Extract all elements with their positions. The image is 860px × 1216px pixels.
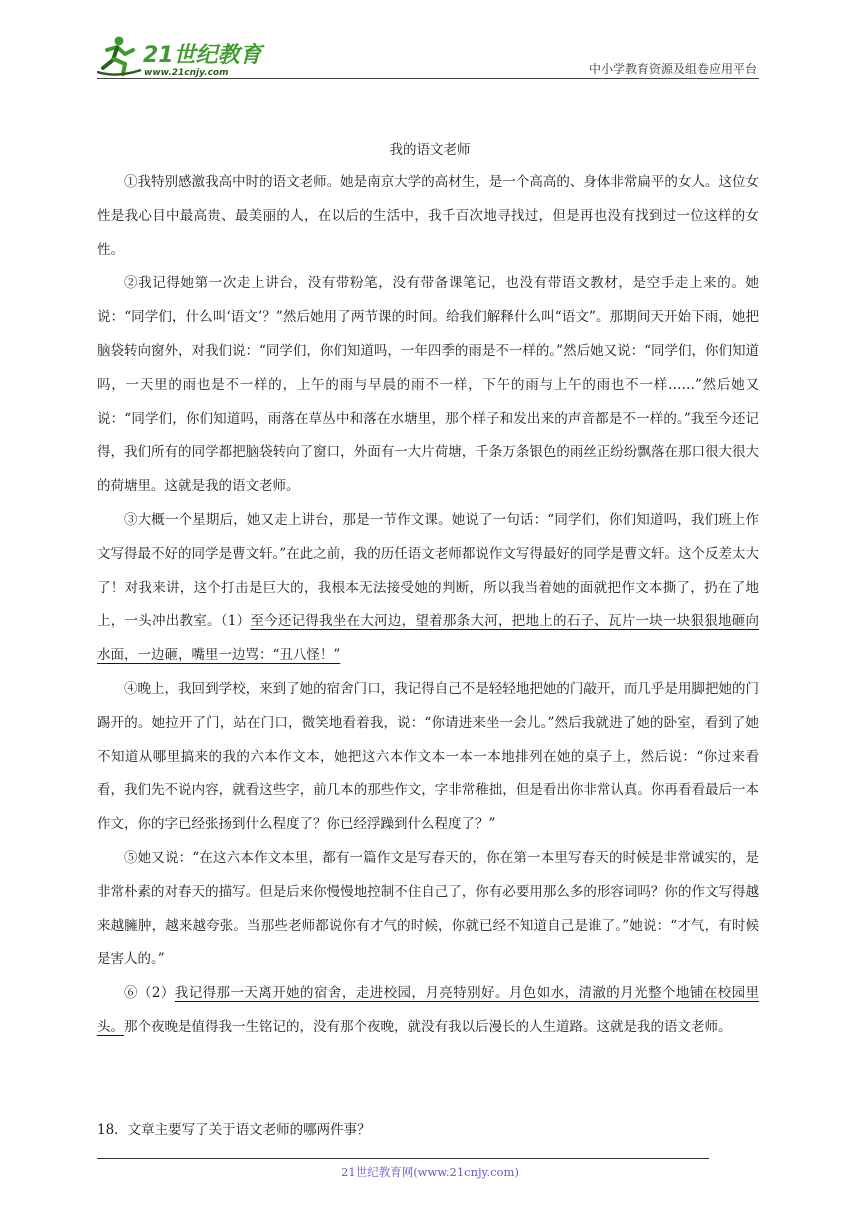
paragraph-3-text: ③大概一个星期后，她又走上讲台，那是一节作文课。她说了一句话：“同学们，你们知道吗，我们班上作文写得最不好的同学是曹文轩。”在此之前，我的历任语文老师都说作文写得最好的同学是曹文轩。这个反差太大了！对我来讲，这个打击是巨大的，我根本无法接受她的判断，所以我当着她的面就把作文本撕了，扔在了地上，一头冲出教室。 [97,511,759,630]
paragraph-5: ⑤她又说：“在这六本作文本里，都有一篇作文是写春天的，你在第一本里写春天的时候是非常诚实的，是非常朴素的对春天的描写。但是后来你慢慢地控制不住自己了，你有必要用那么多的形容词吗？你的作文写得越来越臃肿，越来越夸张。当那些老师都说你有才气的时候，你就已经不知道自己是谁了。”她说：“才气，有时候是害人的。” [97,849,759,968]
paragraph-3 [97,504,759,673]
footer-divider [97,1158,709,1159]
site-logo [97,34,267,78]
svg-text:www.21cnjy.com: www.21cnjy.com [144,68,229,78]
annotation-marker-1: （1） [220,613,251,630]
paragraph-6 [97,977,759,1045]
paragraph-4: ④晚上，我回到学校，来到了她的宿舍门口，我记得自己不是轻轻地把她的门敲开，而几乎是用脚把她的门踢开的。她拉开了门，站在门口，微笑地看着我，说：“你请进来坐一会儿。”然后我就进了她的卧室，看到了她不知道从哪里搞来的我的六本作文本，她把这六本作文本一本一本地排列在她的桌子上，然后说：“你过来看看，我们先不说内容，就看这些字，前几本的那些作文，字非常稚拙，但是看出你非常认真。你再看看最后一本作文，你的字已经张扬到什么程度了？你已经浮躁到什么程度了？” [97,680,759,833]
footer-text: 21世纪教育网(www.21cnjy.com) [341,1165,519,1179]
question-18: 18．文章主要写了关于语文老师的哪两件事？ [97,1122,371,1138]
article-body [97,166,759,1045]
paragraph-2: ②我记得她第一次走上讲台，没有带粉笔，没有带备课笔记，也没有带语文教材，是空手走上来的。她说：“同学们，什么叫‘语文’？”然后她用了两节课的时间。给我们解释什么叫“语文”。那期间天开始下雨，她把脑袋转向窗外，对我们说：“同学们，你们知道吗，一年四季的雨是不一样的。”然后她又说：“同学们，你们知道吗，一天里的雨也是不一样的，上午的雨与早晨的雨不一样，下午的雨与上午的雨也不一样……”然后她又说：“同学们，你们知道吗，雨落在草丛中和落在水塘里，那个样子和发出来的声音都是不一样的。”我至今还记得，我们所有的同学都把脑袋转向了窗口，外面有一大片荷塘，千条万条银色的雨丝正纷纷飘落在那口很大很大的荷塘里。这就是我的语文老师。 [97,275,759,495]
platform-name: 中小学教育资源及组卷应用平台 [588,62,757,76]
paragraph-6-number: ⑥ [124,985,138,1002]
article-title: 我的语文老师 [389,142,471,158]
page-header [97,28,757,80]
paragraph-1: ①我特别感激我高中时的语文老师。她是南京大学的高材生，是一个高高的、身体非常扁平的女人。这位女性是我心目中最高贵、最美丽的人，在以后的生活中，我千百次地寻找过，但是再也没有找到过一位这样的女性。 [97,174,759,258]
svg-text:21世纪教育: 21世纪教育 [143,43,262,68]
header-divider [97,78,759,79]
annotation-marker-2: （2） [137,985,175,1002]
paragraph-6-text: 那个夜晚是值得我一生铭记的，没有那个夜晚，就没有我以后漫长的人生道路。这就是我的语文老师。 [124,1018,732,1035]
underlined-sentence-2: 我记得那一天离开她的宿舍，走进校园，月亮特别好。月色如水，清澈的月光整个地铺在校园里头。 [97,985,760,1035]
underlined-sentence-1: 至今还记得我坐在大河边，望着那条大河，把地上的石子、瓦片一块一块狠狠地砸向水面，一边砸，嘴里一边骂：“丑八怪！” [97,613,760,664]
